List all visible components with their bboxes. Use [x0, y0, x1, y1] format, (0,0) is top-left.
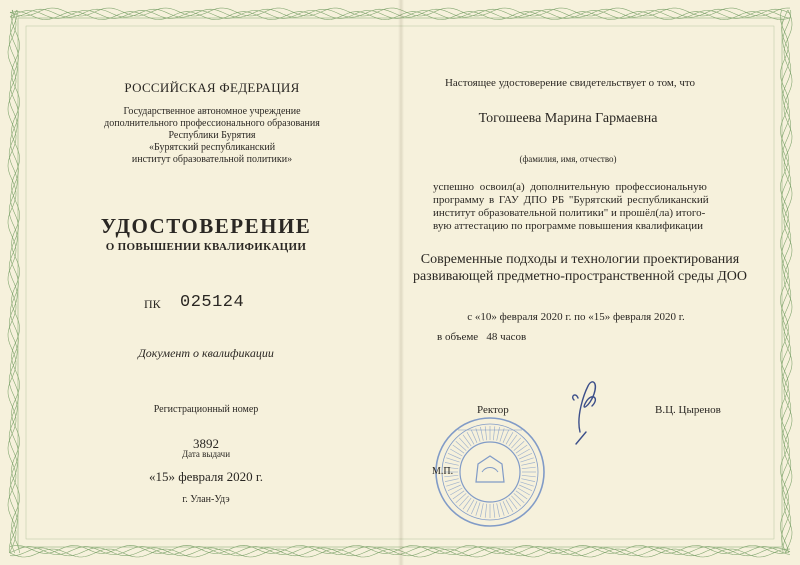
series-code: ПК: [144, 297, 161, 311]
institution-line-2: дополнительного профессионального образования: [104, 118, 320, 129]
study-volume: в объеме 48 часов: [437, 331, 527, 343]
issue-date-label: Дата выдачи: [181, 449, 231, 459]
body-line-3: институт образовательной политики" и прошёл(ла) итого-: [433, 207, 706, 219]
rector-label: Ректор: [477, 404, 509, 416]
name-caption: (фамилия, имя, отчество): [519, 154, 617, 164]
stamp-place-label: М.П.: [432, 466, 454, 477]
country-name: РОССИЙСКАЯ ФЕДЕРАЦИЯ: [124, 80, 300, 95]
institution-line-4: «Бурятский республиканский: [148, 142, 276, 153]
body-line-4: вую аттестацию по программе повышения квалификации: [433, 220, 703, 232]
document-title: УДОСТОВЕРЕНИЕ: [100, 214, 312, 238]
issue-date: «15» февраля 2020 г.: [148, 469, 264, 484]
institution-line-3: Республики Бурятия: [168, 130, 256, 141]
document-subtitle: О ПОВЫШЕНИИ КВАЛИФИКАЦИИ: [105, 241, 307, 253]
institution-line-5: институт образовательной политики»: [131, 154, 293, 165]
program-title-line-1: Современные подходы и технологии проектирования: [420, 252, 740, 267]
body-line-2: программу в ГАУ ДПО РБ "Бурятский республиканский: [433, 194, 709, 206]
issue-city: г. Улан-Удэ: [182, 494, 230, 505]
rector-signature: [540, 372, 620, 452]
body-line-1: успешно освоил(а) дополнительную профессиональную: [433, 181, 707, 193]
rector-name: В.Ц. Цыренов: [655, 404, 721, 416]
document-type: Документ о квалификации: [138, 346, 274, 360]
program-title-line-2: развивающей предметно-пространственной среды ДОО: [412, 269, 748, 284]
certificate-number: 025124: [180, 293, 245, 312]
intro-text: Настоящее удостоверение свидетельствует о том, что: [444, 77, 696, 89]
registration-label: Регистрационный номер: [153, 404, 259, 415]
holder-full-name: Тогошеева Марина Гармаевна: [478, 111, 658, 126]
institution-line-1: Государственное автономное учреждение: [123, 106, 301, 117]
center-fold: [398, 0, 404, 565]
study-period: с «10» февраля 2020 г. по «15» февраля 2020 г.: [467, 311, 685, 323]
registration-number: 3892: [193, 436, 219, 451]
